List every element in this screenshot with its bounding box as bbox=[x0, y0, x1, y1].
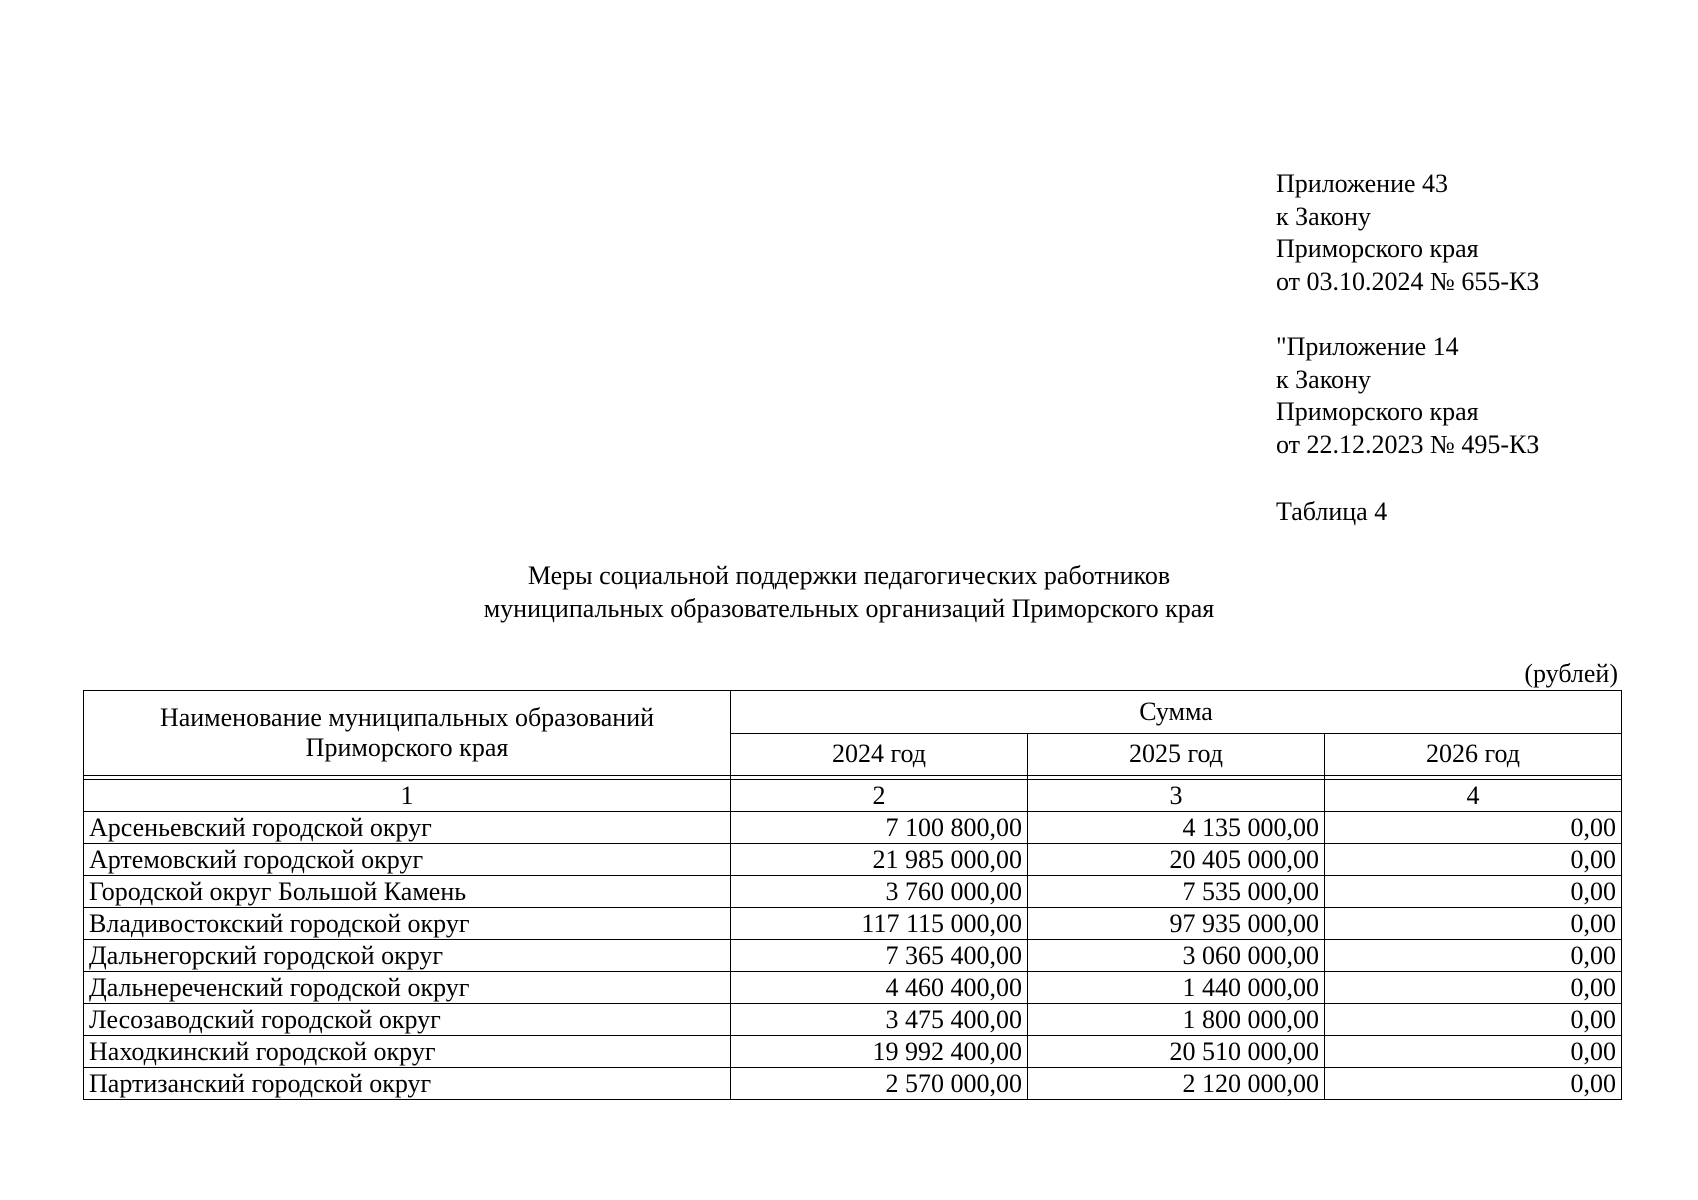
table-row bbox=[84, 1004, 1622, 1036]
value-2025: 1 800 000,00 bbox=[1028, 1004, 1325, 1036]
value-2025: 7 535 000,00 bbox=[1028, 876, 1325, 908]
municipality-name: Партизанский городской округ bbox=[84, 1068, 731, 1100]
header-year-2026: 2026 год bbox=[1325, 733, 1622, 776]
municipality-name: Владивостокский городской округ bbox=[84, 908, 731, 940]
value-2026: 0,00 bbox=[1325, 908, 1622, 940]
value-2026: 0,00 bbox=[1325, 1004, 1622, 1036]
municipality-name: Арсеньевский городской округ bbox=[84, 812, 731, 844]
municipality-name: Лесозаводский городской округ bbox=[84, 1004, 731, 1036]
value-2026: 0,00 bbox=[1325, 876, 1622, 908]
value-2025: 2 120 000,00 bbox=[1028, 1068, 1325, 1100]
appendix-original-line: Приморского края bbox=[1276, 397, 1479, 426]
value-2024: 19 992 400,00 bbox=[731, 1036, 1028, 1068]
value-2024: 3 760 000,00 bbox=[731, 876, 1028, 908]
value-2026: 0,00 bbox=[1325, 940, 1622, 972]
table-row bbox=[84, 1036, 1622, 1068]
value-2025: 97 935 000,00 bbox=[1028, 908, 1325, 940]
value-2025: 1 440 000,00 bbox=[1028, 972, 1325, 1004]
value-2025: 20 405 000,00 bbox=[1028, 844, 1325, 876]
value-2025: 20 510 000,00 bbox=[1028, 1036, 1325, 1068]
table-row bbox=[84, 812, 1622, 844]
value-2026: 0,00 bbox=[1325, 1068, 1622, 1100]
column-number: 1 bbox=[84, 780, 731, 812]
table-row bbox=[84, 876, 1622, 908]
appendix-current-line: Приморского края bbox=[1276, 234, 1479, 263]
value-2024: 3 475 400,00 bbox=[731, 1004, 1028, 1036]
header-year-2025: 2025 год bbox=[1028, 733, 1325, 776]
municipality-name: Городской округ Большой Камень bbox=[84, 876, 731, 908]
document-title-line: Меры социальной поддержки педагогических работников bbox=[527, 561, 1171, 590]
value-2025: 3 060 000,00 bbox=[1028, 940, 1325, 972]
table-row bbox=[84, 940, 1622, 972]
value-2024: 117 115 000,00 bbox=[731, 908, 1028, 940]
column-number: 2 bbox=[731, 780, 1028, 812]
support-measures-table bbox=[83, 690, 1622, 1100]
column-number: 4 bbox=[1325, 780, 1622, 812]
value-2024: 4 460 400,00 bbox=[731, 972, 1028, 1004]
table-row bbox=[84, 1068, 1622, 1100]
header-sum: Сумма bbox=[731, 691, 1622, 734]
value-2026: 0,00 bbox=[1325, 1036, 1622, 1068]
municipality-name: Артемовский городской округ bbox=[84, 844, 731, 876]
header-municipality: Наименование муниципальных образований Приморского края bbox=[84, 691, 731, 776]
municipality-name: Дальнереченский городской округ bbox=[84, 972, 731, 1004]
appendix-original-line: от 22.12.2023 № 495-КЗ bbox=[1276, 429, 1540, 459]
appendix-current-line: Приложение 43 bbox=[1276, 169, 1449, 198]
table-label: Таблица 4 bbox=[1276, 497, 1388, 526]
value-2024: 7 100 800,00 bbox=[731, 812, 1028, 844]
appendix-block bbox=[1276, 168, 1539, 461]
table-row bbox=[84, 844, 1622, 876]
appendix-original-line: к Закону bbox=[1276, 364, 1371, 394]
value-2025: 4 135 000,00 bbox=[1028, 812, 1325, 844]
table-row bbox=[84, 972, 1622, 1004]
value-2026: 0,00 bbox=[1325, 812, 1622, 844]
units-label: (рублей) bbox=[1524, 659, 1618, 688]
column-number-row bbox=[84, 780, 1622, 812]
municipality-name: Дальнегорский городской округ bbox=[84, 940, 731, 972]
value-2024: 7 365 400,00 bbox=[731, 940, 1028, 972]
header-year-2024: 2024 год bbox=[731, 733, 1028, 776]
value-2024: 2 570 000,00 bbox=[731, 1068, 1028, 1100]
document-title-line: муниципальных образовательных организаций Приморского края bbox=[483, 594, 1215, 623]
document-title bbox=[0, 559, 1698, 625]
column-number: 3 bbox=[1028, 780, 1325, 812]
value-2026: 0,00 bbox=[1325, 972, 1622, 1004]
value-2024: 21 985 000,00 bbox=[731, 844, 1028, 876]
appendix-current-line: от 03.10.2024 № 655-КЗ bbox=[1276, 266, 1540, 296]
table-row bbox=[84, 908, 1622, 940]
municipality-name: Находкинский городской округ bbox=[84, 1036, 731, 1068]
appendix-current-line: к Закону bbox=[1276, 201, 1371, 231]
value-2026: 0,00 bbox=[1325, 844, 1622, 876]
appendix-original-line: "Приложение 14 bbox=[1276, 332, 1459, 361]
